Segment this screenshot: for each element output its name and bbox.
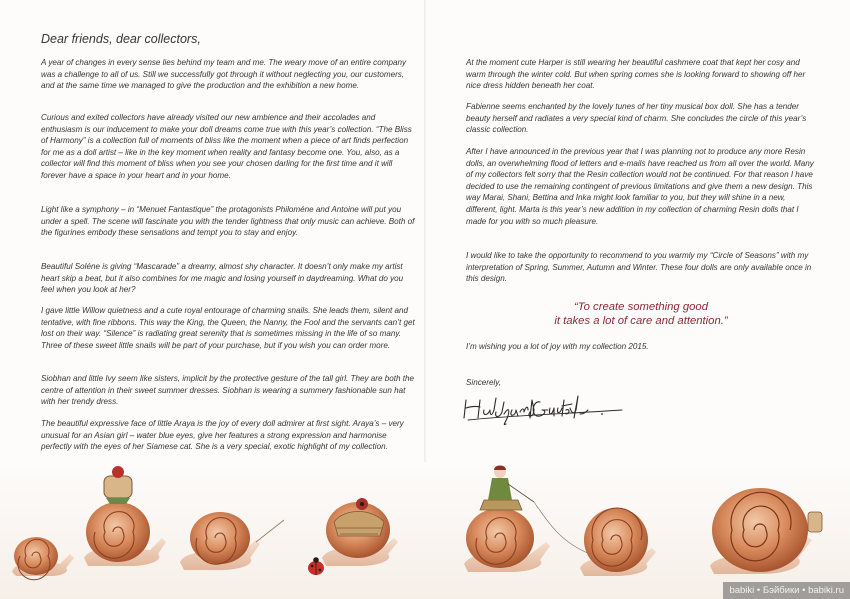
snail-figurines-strip — [0, 462, 850, 599]
handwritten-signature — [462, 392, 632, 428]
letter-greeting: Dear friends, dear collectors, — [41, 32, 201, 46]
paragraph-resin-dolls: After I have announced in the previous year that I was planning not to produce any more Resin dolls, an overwhelming flood of letters and e-mails have reached us from all over the world. Many of my collectors felt sorry that the Resin collection would not be continued. For that reason I have decided to use the remaining contingent of previous limitations and give them a new design. This way Marai, Shani, Bettina and Inka might look familiar to you, but they will shine in a new, different, light. Marta is this year’s new addition in my collection of charming Resin dolls that I made for you with so much pleasure. — [466, 147, 814, 226]
watermark: babiki • Бэйбики • babiki.ru — [723, 582, 850, 599]
closing-wish: I’m wishing you a lot of joy with my collection 2015. — [466, 342, 649, 351]
quote-line-2: it takes a lot of care and attention.” — [554, 315, 728, 327]
pull-quote — [466, 300, 816, 328]
paragraph-mascarade: Beautiful Soléne is giving “Mascarade” a dreamy, almost shy character. It doesn’t only make my artist heart skip a beat, but it also combines for me magic and losing yourself in daydreaming. What do you feel when you look at her? — [41, 262, 404, 295]
paragraph-harper: At the moment cute Harper is still wearing her beautiful cashmere coat that kept her cosy and warm through the winter cold. But when spring comes she is looking forward to showing off her nice dress hidden beneath her coat. — [466, 58, 806, 91]
paragraph-move: A year of changes in every sense lies behind my team and me. The weary move of an entire company was a challenge to all of us. Still we successfully got through it without neglecting you, our customers, and at the same time we managed to give the production and the exhibition a new home. — [41, 58, 407, 91]
paragraph-menuet-fantastique: Light like a symphony – in “Menuet Fantastique” the protagonists Philoméne and Antoine will put you under a spell. The scene will fascinate you with the tender lightness that only music can achieve. Both of the figurines embody these sensations and tempt you to stay and enjoy. — [41, 205, 415, 238]
paragraph-circle-of-seasons: I would like to take the opportunity to recommend to you warmly my “Circle of Seasons” with my interpretation of Spring, Summer, Autumn and Winter. These four dolls are only available once in this design. — [466, 251, 812, 284]
paragraph-siobhan-ivy: Siobhan and little Ivy seem like sisters, implicit by the protective gesture of the tall girl. They are both the centre of attention in their sweet summer dresses. Siobhan is wearing a summery fashionable sun hat with her trendy dress. — [41, 374, 414, 407]
paragraph-araya: The beautiful expressive face of little Araya is the joy of every doll admirer at first sight. Araya’s – very unusual for an Asian girl – water blue eyes, give her features a strong expression and harmonise perfectly with the eyes of her Siamese cat. She is a very special, exotic highlight of my collection. — [41, 419, 404, 452]
paragraph-fabienne: Fabienne seems enchanted by the lovely tunes of her tiny musical box doll. She has a tender beauty herself and radiates a very special kind of charm. She concludes the circle of this year’s classic collection. — [466, 102, 807, 135]
paragraph-silence: I gave little Willow quietness and a cute royal entourage of charming snails. She leads them, silent and tentative, with fine ribbons. This way the King, the Queen, the Nanny, the Fool and the servants can’t get lost on their way. “Silence” is radiating great serenity that is sometimes missing in the life of so many. Three of these sweet little snails will be part of your purchase, but if you wish you can order more. — [41, 306, 415, 350]
paragraph-bliss-of-harmony: Curious and exited collectors have already visited our new ambience and their accolades and enthusiasm is our inducement to make your doll dreams come true with this year’s collection. “The Bliss of Harmony” is a collection full of moments of bliss like the moment when a piece of art finds perfection for me as a doll artist – like in the key moment when reality and fantasy become one. You, also, as a collector will find this moment of bliss when you see your chosen darling for the first time and it will forever have a space in your heart and in your home. — [41, 113, 412, 180]
quote-line-1: “To create something good — [574, 301, 708, 313]
closing-sincerely: Sincerely, — [466, 378, 501, 387]
